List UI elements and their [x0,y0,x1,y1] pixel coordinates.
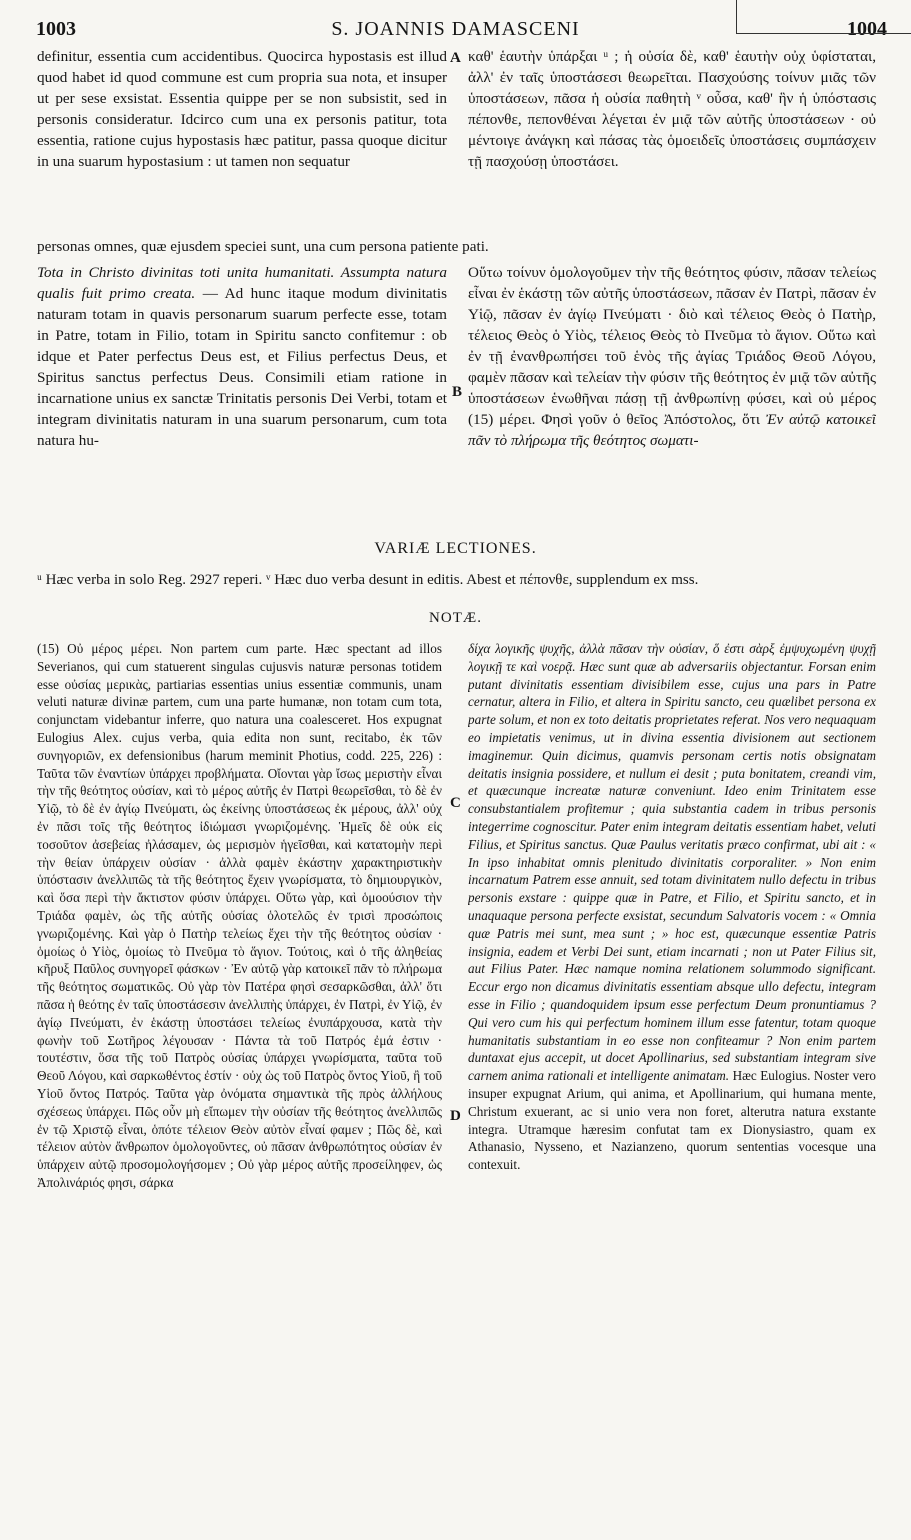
page-number-left: 1003 [36,18,76,40]
notae-right-text-b: Hæc Eulogius. Noster vero insuper expugnat Arium, qui anima, et Apollinarium, qui humana mente, Christum exuerant, ac si unio vera non foret, alterutra natura exstante integra. Utramque hæresim confutat tam ex Dionysiastro, quam ex Athanasio, Nysseno, et Nazianzeno, quorum sententias vocesque una contexuit. [468,1068,876,1173]
notae-right-text-a: δίχα λογικῆς ψυχῆς, ἀλλὰ πᾶσαν τὴν οὐσίαν, ὅ ἐστι σὰρξ ἐμψυχωμένη ψυχῇ λογικῇ τε καὶ νοερᾷ. Hæc sunt quæ ab adversariis objectantur. Forsan enim putant divinitatis essentiam divisibilem esse, cujus una pars in Patre cernatur, altera in Filio, et altera in Spiritu sancto, ceu quælibet persona ex parte solum, et non ex toto deitatis proprietates referat. Nos vero nequaquam eo impietatis venimus, ut in divina essentia divisionem aut sectionem imaginemur. Quin dicimus, quamvis personam certis notis obsignatam deitatis insignia possidere, et nullum ei desit ; puta bonitatem, creandi vim, et quæcunque increatæ naturæ conveniunt. Ideo enim Trinitatem esse consubstantialem profitemur ; quia substantia cadem in tribus personis integerrime cognoscitur. Pater enim integram deitatis essentiam habet, veluti Filius, et Spiritus sanctus. Quæ Paulus veritatis præco confirmat, ubi ait : « In ipso inhabitat omnis plenitudo divinitatis corporaliter. » Non enim incarnatum Patrem esse annuit, sed totam divinitatem nullo defectu in tribus personis exstare : quippe quæ in Patre, et Filio, et Spiritu sancto, et in unaquaque persona perfecte exsistat, secundum Salvatoris vocem : « Omnia quæ Patris mei sunt, mea sunt ; » hoc est, quæcunque essentiæ Patris insignia, eadem et Verbi Dei sunt, etiam incarnati ; non ut Pater Filius sit, aut Filius Pater. Hæc namque nomina relationem solummodo significant. Eccur ergo non dicamus divinitatis essentiam absque ullo defectu, integram esse in Filio ; quandoquidem ipsum esse perfectum Deum pronuntiamus ? Qui vero cum his qui perfectum hominem illum esse fatentur, totam quoque humanitatis substantiam in eo esse non confiteamur ? Non enim partem duntaxat ejus accepit, ut docet Apollinarius, sed substantiam integram sive carnem anima rationali et intelligente animatam. [468,641,876,1084]
margin-marker-a: A [450,50,461,66]
variae-heading: VARIÆ LECTIONES. [374,540,537,557]
notae-left-column [37,640,442,1520]
greek-main-paragraph [468,262,876,451]
margin-marker-d: D [450,1108,461,1124]
page-number-right: 1004 [847,18,887,40]
greek-column-main [468,262,876,520]
notae-heading: NOTÆ. [429,610,482,626]
latin-column-top [37,46,447,236]
latin-column-main [37,262,447,520]
notae-left-text: (15) Οὐ μέρος μέρει. Non partem cum parte. Hæc spectant ad illos Severianos, qui cum statuerent singulas cujusvis naturæ personas totidem esse οὐσίας μερικὰς, partiarias essentias unius essentiæ communis, unam veluti naturæ divinæ partem, cum una parte humanæ, non totam cum tota, conjunctam videbantur inferre, quo natura una coalesceret. Hos expugnat Eulogius Alex. cujus verba, quia edita non sunt, recitabo, ἐκ τῶν συνηγοριῶν, ex defensionibus (harum meminit Photius, codd. 225, 226) : Ταῦτα τῶν ἐναντίων ὑπάρχει προβλήματα. Οἴονται γὰρ ἴσως μεριστὴν εἶναι τὴν τῆς θεότητος οὐσίαν, καὶ τὸ μέρος αὐτῆς ἐν Πατρὶ θεωρεῖσθαι, τὸ δὲ ἐν Υἱῷ, τὸ δὲ ἐν ἁγίῳ Πνεύματι, ὡς ἐκείνης ὑποστάσεως ἐκ μέρους, ἀλλ' οὐχ ἐν πᾶσι τοῖς τῆς θεότητος ἰδιώμασι γνωριζομένης. Ἡμεῖς δὲ οὐκ εἰς τοσοῦτον ἀσεβείας ἠλάσαμεν, ὡς μερισμὸν ἡγεῖσθαι, καὶ κατατομὴν περὶ τὴν θείαν ὑπάρχειν οὐσίαν · ἀλλὰ φαμὲν ἑκάστην χαρακτηριστικὴν ὑπόστασιν ἀνελλιπῶς τὰ τῆς θεότητος ἔχειν γνωρίσματα, τὸ δημιουργικὸν, καὶ ὅσα περὶ τὴν ἄκτιστον φύσιν ὑπάρχει. Οὕτω γὰρ, καὶ ὁμοούσιον τὴν Τριάδα φαμὲν, ὡς τῆς αὐτῆς οὐσίας ὁλοτελῶς ἐν τρισὶ προσώποις γνωριζομένης. Καὶ γὰρ ὁ Πατὴρ τελείως ἔχει τὴν τῆς θεότητος οὐσίαν · ὁμοίως ὁ Υἱὸς, ὁμοίως τὸ Πνεῦμα τὸ ἅγιον. Τούτοις, καὶ ὁ τῆς ἀληθείας κῆρυξ Παῦλος συνηγορεῖ φάσκων · Ἐν αὐτῷ γὰρ κατοικεῖ πᾶν τὸ πλήρωμα τῆς θεότητος σωματικῶς. Οὐ γὰρ τὸν Πατέρα φησὶ σεσαρκῶσθαι, ἀλλ' ὅτι πᾶσα ἡ θεότης ἐν ταῖς ὑποστάσεσιν ἀνελλιπὴς ὑπάρχει, ἐν Πατρὶ, ἐν Υἱῷ, ἐν ἁγίῳ Πνεύματι, ἐν ἑκάστῃ ὑποστάσει τελείως ἐνυπάρχουσα, κατὰ τὴν φωνὴν τοῦ Σωτῆρος λέγουσαν · Πάντα τὰ τοῦ Πατρός ἐμά ἐστιν · τουτέστιν, ὅσα τῆς τοῦ Πατρὸς οὐσίας ὑπάρχει γνωρίσματα, ταῦτα τοῦ Θεοῦ Λόγου, καὶ σαρκωθέντος ἐστίν · οὐχ ὡς τοῦ Πατρὸς ὄντος Υἱοῦ, ἢ τοῦ Υἱοῦ ὄντος Πατρός. Ταῦτα γὰρ ὀνόματα σημαντικὰ τῆς πρὸς ἀλλήλους σχέσεως ὑπάρχει. Πῶς οὖν μὴ εἴπωμεν τὴν οὐσίαν τῆς θεότητος ἀνελλιπῶς ἐν τῷ Χριστῷ εἶναι, ὁπότε τέλειον Θεὸν αὐτὸν εἶναί φαμεν ; Πῶς δὲ, καὶ τέλειον αὐτὸν ἄνθρωπον ὁμολογοῦντες, οὐ πᾶσαν ἀνθρωπότητος οὐσίαν ἐν ὑπάρχειν αὐτῷ προσομολογήσομεν ; Οὐ γὰρ μέρος αὐτῆς προσείληφεν, ὡς Ἀπολινάριός φησι, σάρκα [37,641,442,1190]
latin-section-heading: Tota in Christo divinitas toti unita humanitati. Assumpta natura qualis fuit primo creata. [37,264,447,302]
greek-main-quote: Ἐν αὐτῷ κατοικεῖ πᾶν τὸ πλήρωμα τῆς θεότητος σωματι- [468,411,876,449]
margin-marker-b: B [452,384,463,400]
greek-main-text: Οὕτω τοίνυν ὁμολογοῦμεν τὴν τῆς θεότητος φύσιν, πᾶσαν τελείως εἶναι ἐν ἑκάστῃ τῶν αὐτῆς ὑποστάσεων, πᾶσαν ἐν Πατρὶ, πᾶσαν ἐν Υἱῷ, πᾶσαν ἐν ἁγίῳ Πνεύματι · διὸ καὶ τέλειος Θεὸς ὁ Πατὴρ, τέλειος Θεὸς ὁ Υἱὸς, τέλειος Θεὸς τὸ Πνεῦμα τὸ ἅγιον. Οὕτω καὶ ἐν τῇ ἐνανθρωπήσει τοῦ ἑνὸς τῆς ἁγίας Τριάδος Θεοῦ Λόγου, φαμὲν πᾶσαν καὶ τελείαν τὴν φύσιν τῆς θεότητος ἐν μιᾷ τῶν αὐτῆς ὑποστάσεων ἑνωθῆναι πάσῃ τῇ ἀνθρωπίνῃ φύσει, καὶ οὐ μέρος (15) μέρει. Φησὶ γοῦν ὁ θεῖος Ἀπόστολος, ὅτι [468,264,876,428]
latin-main-text: — Ad hunc itaque modum divinitatis naturam totam in quavis personarum suarum perfecte esse, totam in Patre, totam in Filio, totam in Spiritu sancto confitemur : ob idque et Pater perfectus Deus est, et Filius perfectus Deus, et Spiritus sanctus perfectus Deus. Consimili etiam ratione in incarnatione unius ex sanctæ Trinitatis personis Dei Verbi, totam et integram divinitatis naturam in una suarum personarum, cum tota natura hu- [37,285,447,449]
greek-text-top: καθ' ἑαυτὴν ὑπάρξαι ᵘ ; ἡ οὐσία δὲ, καθ' ἑαυτὴν οὐχ ὑφίσταται, ἀλλ' ἐν ταῖς ὑποστάσεσι θεωρεῖται. Πασχούσης τοίνυν μιᾶς τῶν ὑποστάσεων, πᾶσα ἡ οὐσία παθητὴ ᵛ οὖσα, καθ' ἣν ἡ ὑπόστασις πέπονθε, πεπονθέναι λέγεται ἐν μιᾷ τῶν αὐτῆς ὑποστάσεων · οὐ μέντοιγε ἀνάγκη καὶ πάσας τὰς ὁμοειδεῖς ὑποστάσεις συμπάσχειν τῇ πασχούσῃ ὑποστάσει. [468,48,876,170]
variae-text: ᵘ Hæc verba in solo Reg. 2927 reperi. ᵛ Hæc duo verba desunt in editis. Abest et πέπονθε, supplendum ex mss. [37,572,699,588]
variae-lectiones [37,570,875,612]
latin-main-paragraph [37,262,447,451]
latin-text-top: definitur, essentia cum accidentibus. Quocirca hypostasis est illud quod habet id quod commune est cum propria sua nota, et insuper ut per sese exsistat. Essentia quippe per se non subsistit, sed in personis consideratur. Idcirco cum una ex personis patitur, tota essentia, ratione cujus hypostasis hæc patitur, passa quoque dicitur in una suarum hypostasium : ut tamen non sequatur [37,48,447,170]
corner-frame [736,0,911,34]
latin-full-text: personas omnes, quæ ejusdem speciei sunt, una cum persona patiente pati. [37,238,489,255]
latin-full-width [37,236,875,260]
greek-column-top [468,46,876,236]
notae-right-paragraph [468,640,876,1174]
notae-right-column [468,640,876,1520]
running-title: S. JOANNIS DAMASCENI [331,18,580,40]
margin-marker-c: C [450,795,461,811]
